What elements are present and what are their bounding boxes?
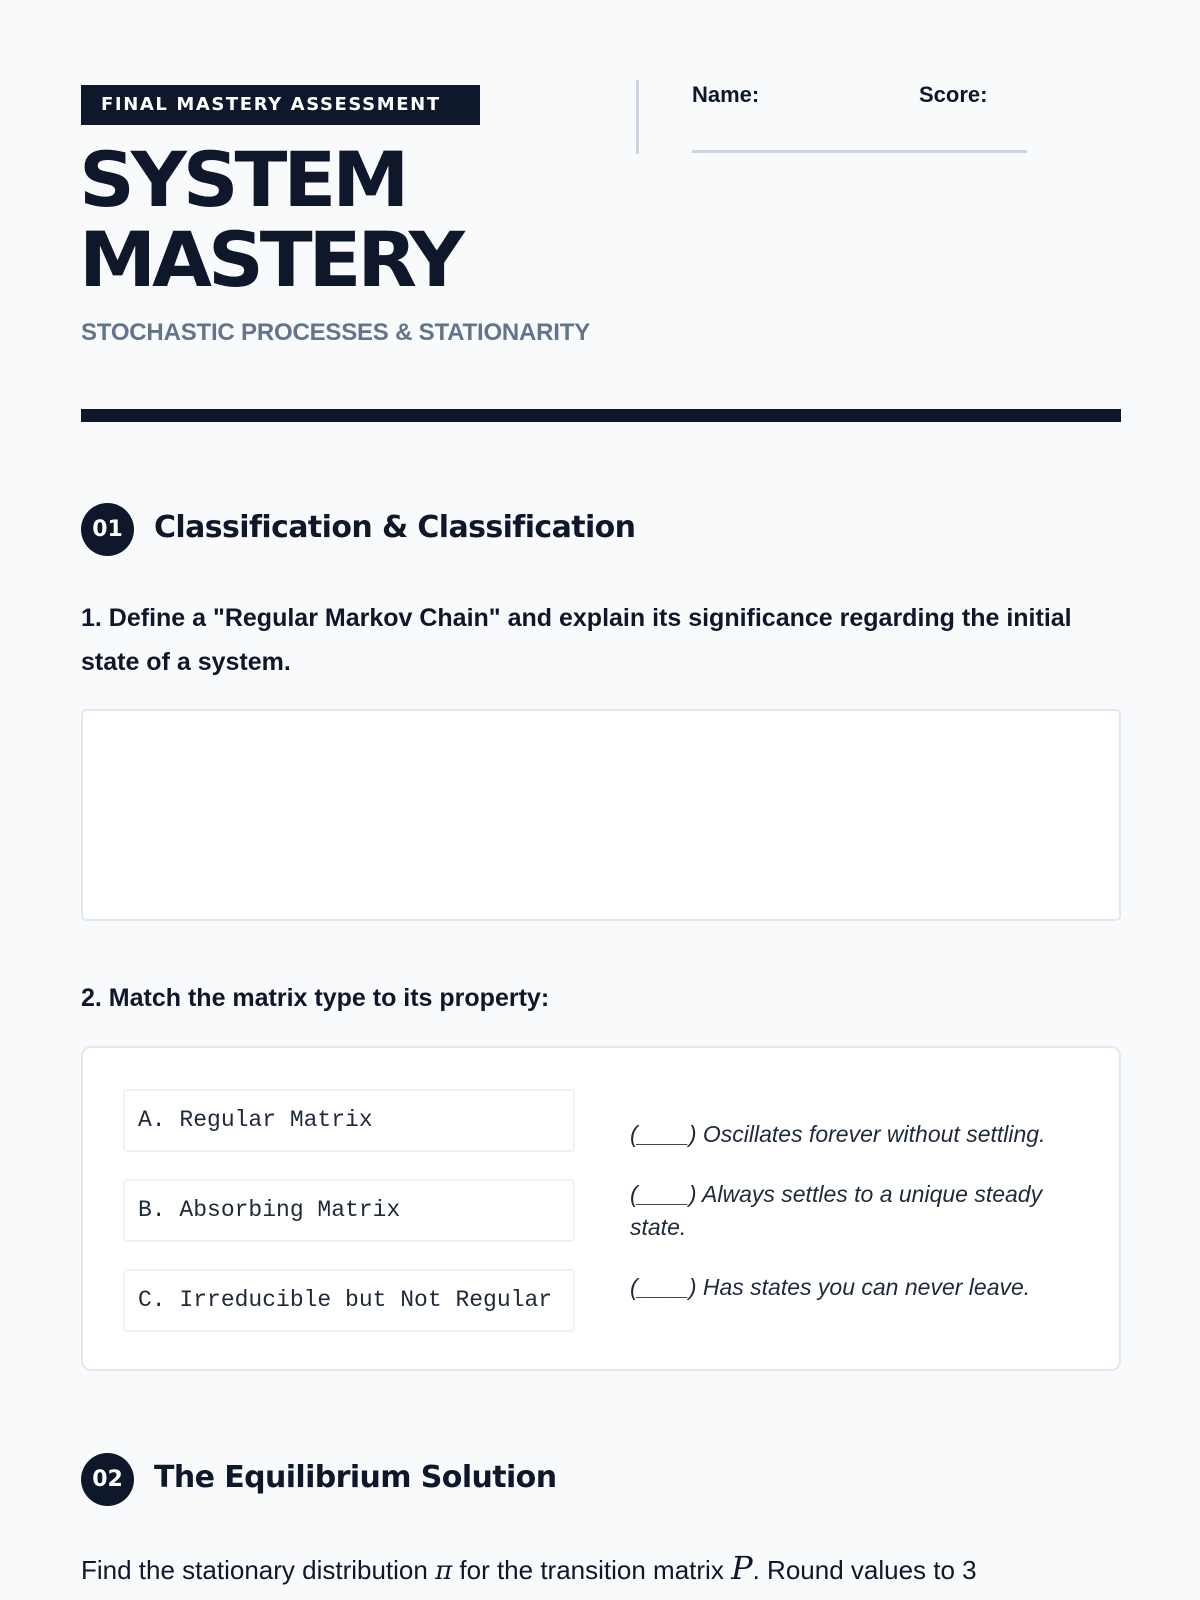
section-2-title: The Equilibrium Solution [154, 1460, 557, 1495]
pi-symbol: π [435, 1556, 453, 1586]
page-subtitle: STOCHASTIC PROCESSES & STATIONARITY [81, 319, 591, 346]
match-item-b: B. Absorbing Matrix [123, 1179, 575, 1242]
match-description-2: (____) Always settles to a unique steady state. [630, 1181, 1043, 1240]
prompt-text-3: . Round values to 3 [752, 1555, 977, 1585]
page-title [79, 135, 461, 304]
assessment-badge: FINAL MASTERY ASSESSMENT [81, 85, 480, 125]
name-label: Name: [692, 82, 760, 107]
section-1-title: Classification & Classification [154, 510, 636, 545]
section-1-number: 01 [81, 503, 134, 556]
question-1-answer-box[interactable] [81, 709, 1121, 921]
name-field-line[interactable] [692, 150, 1027, 153]
question-1: 1. Define a "Regular Markov Chain" and explain its significance regarding the initial state of a system. [81, 604, 1072, 676]
p-symbol: P [731, 1549, 753, 1587]
match-item-a: A. Regular Matrix [123, 1089, 575, 1152]
prompt-text-1: Find the stationary distribution [81, 1555, 436, 1585]
matching-panel [81, 1046, 1121, 1371]
header-rule [81, 409, 1121, 422]
match-description-3: (____) Has states you can never leave. [630, 1274, 1031, 1300]
section-2-prompt [81, 1548, 1121, 1591]
question-2: 2. Match the matrix type to its property: [81, 984, 550, 1012]
match-description-1: (____) Oscillates forever without settling. [630, 1121, 1046, 1147]
prompt-text-2: for the transition matrix [452, 1555, 732, 1585]
header-divider [636, 80, 639, 154]
match-item-c: C. Irreducible but Not Regular [123, 1269, 575, 1332]
section-2-number: 02 [81, 1453, 134, 1506]
score-label: Score: [919, 82, 988, 107]
title-line-1: SYSTEM [79, 135, 406, 224]
worksheet-page [81, 0, 1121, 1600]
title-line-2: MASTERY [79, 215, 461, 304]
